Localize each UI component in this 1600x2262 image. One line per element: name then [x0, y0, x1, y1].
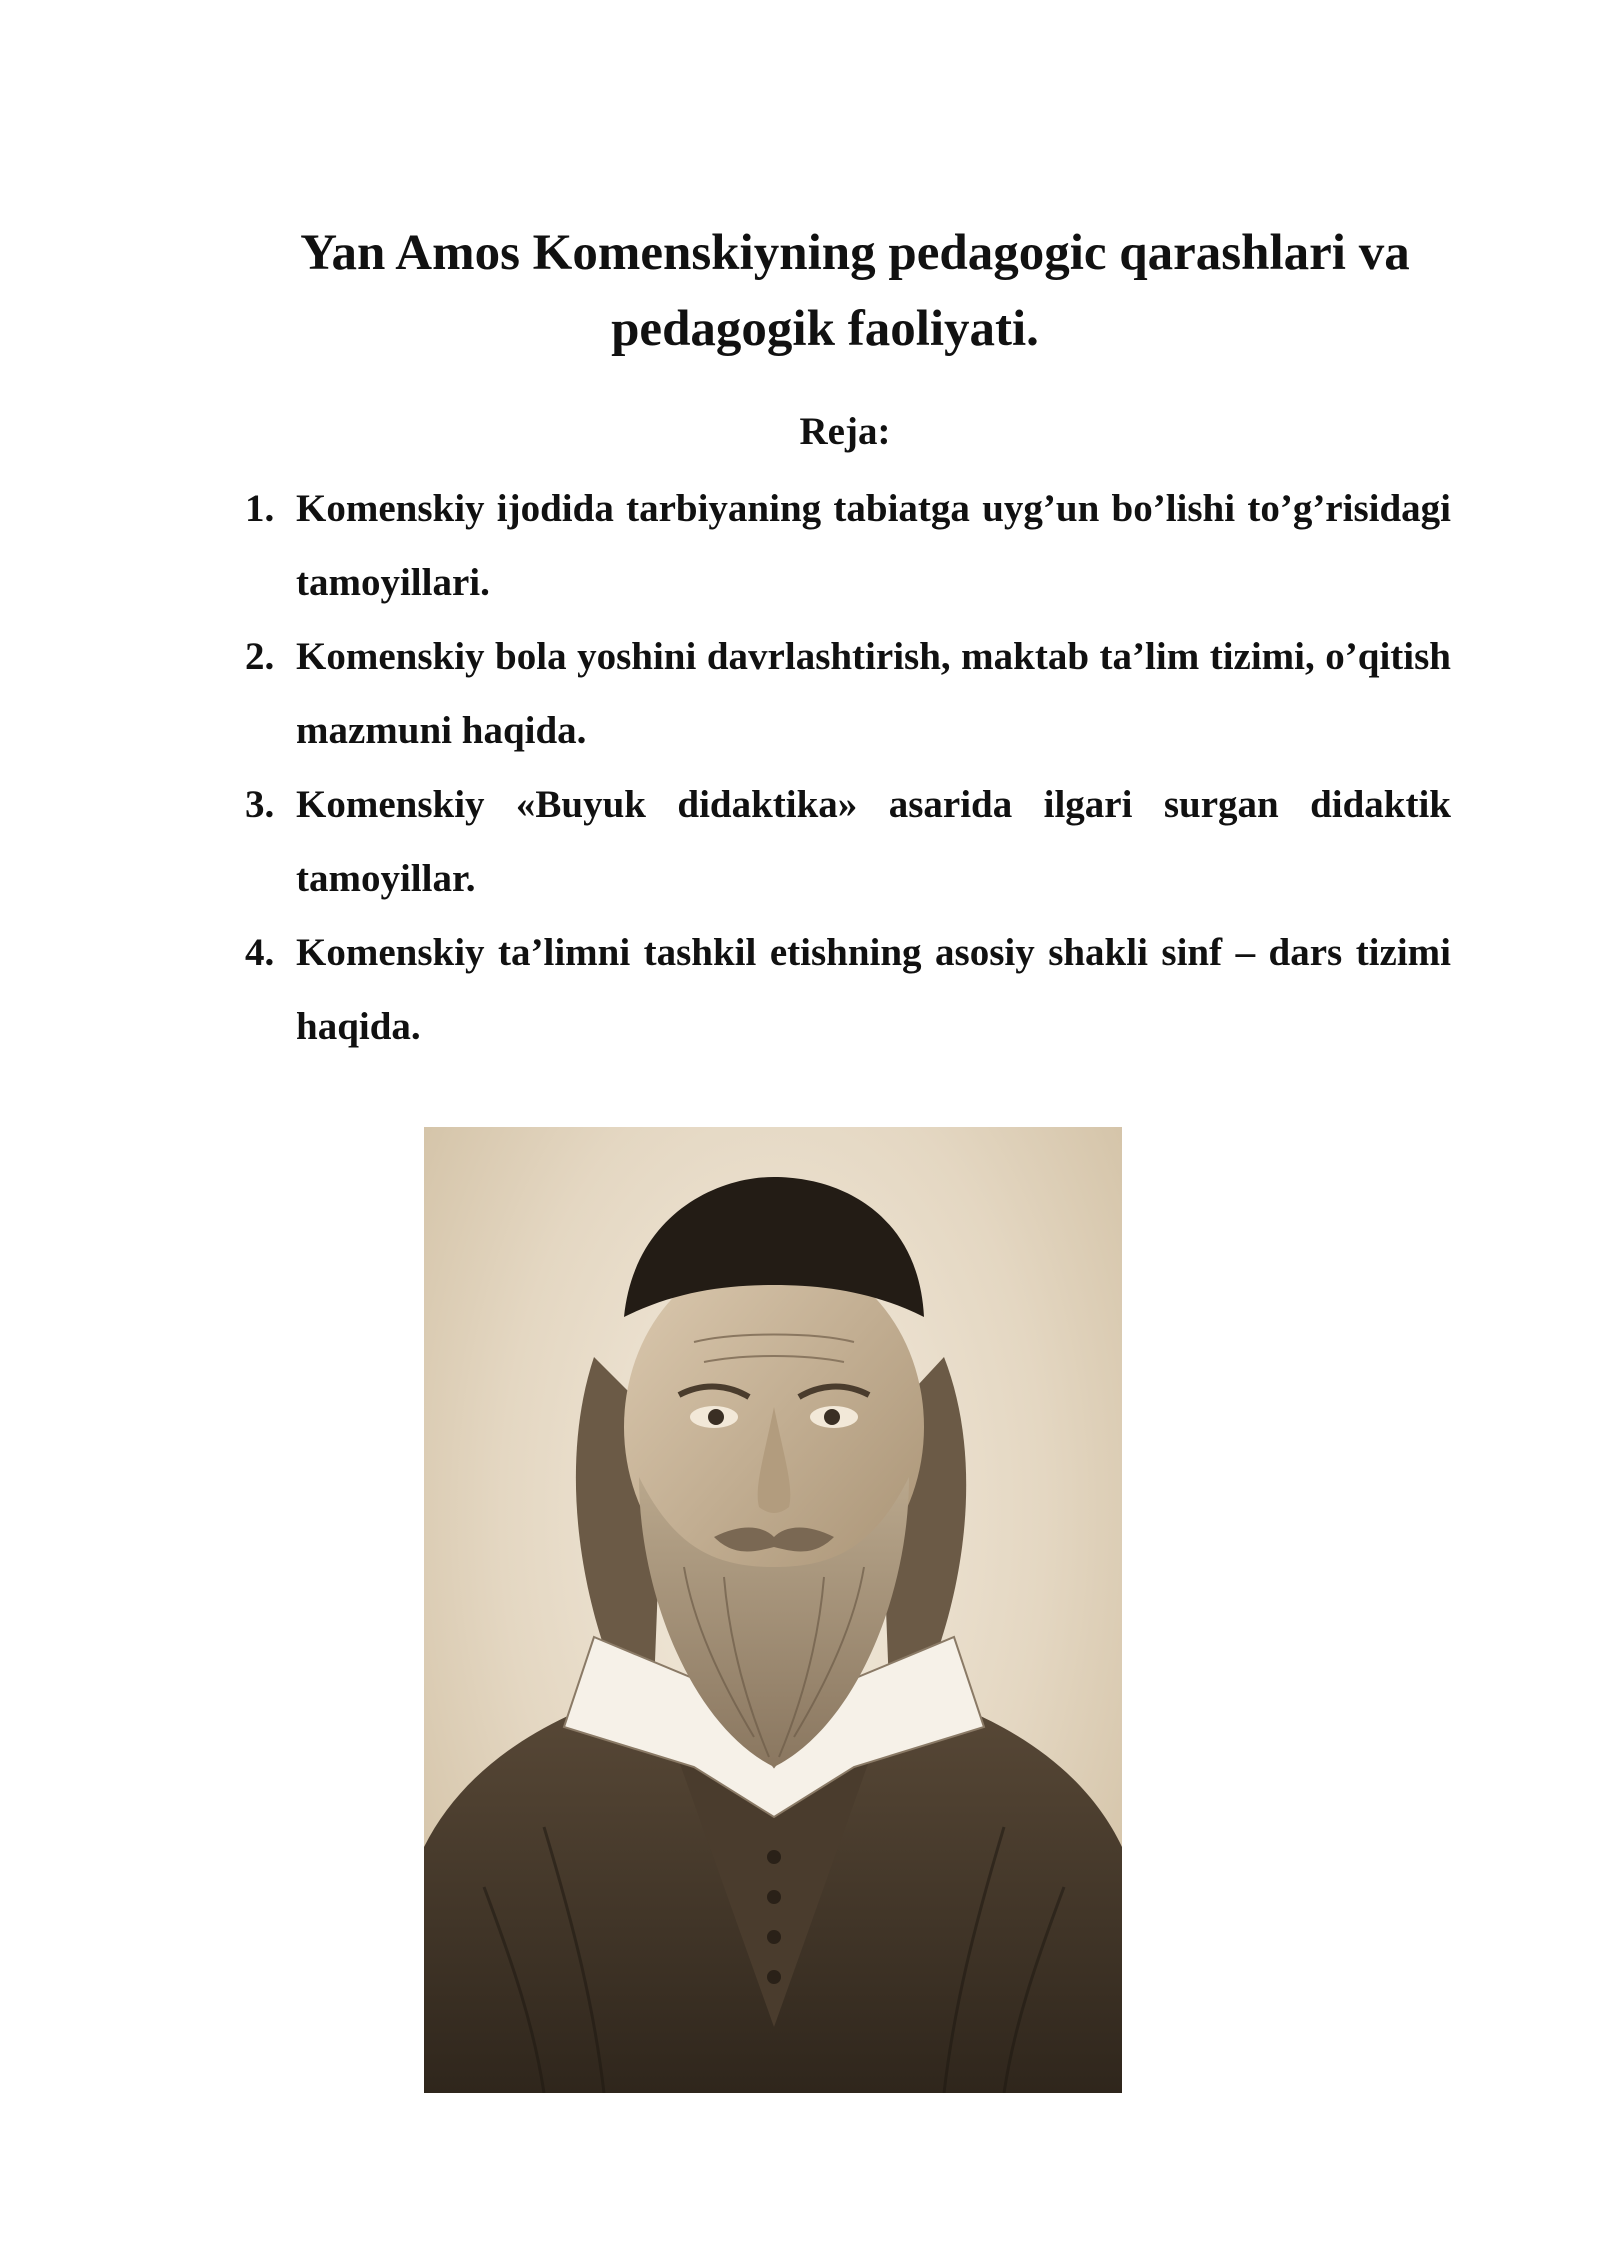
title-line-2: pedagogik faoliyati. [611, 301, 1039, 357]
plan-item-text: Komenskiy bola yoshini davrlashtirish, maktab ta’lim tizimi, o’qitish mazmuni haqida. [296, 635, 1451, 752]
plan-item [245, 768, 1451, 916]
plan-item-text: Komenskiy ijodida tarbiyaning tabiatga uyg’un bo’lishi to’g’risidagi tamoyillari. [296, 487, 1451, 604]
plan-item-number: 4. [245, 931, 275, 974]
plan-heading: Reja: [799, 410, 891, 453]
plan-item [245, 620, 1451, 768]
portrait-image [424, 1127, 1122, 2093]
title-line-1: Yan Amos Komenskiyning pedagogic qarashlari va [300, 225, 1410, 281]
plan-item [245, 472, 1451, 620]
plan-item [245, 916, 1451, 1064]
plan-item-number: 1. [245, 487, 275, 530]
plan-list [245, 472, 1451, 1064]
document-title [240, 215, 1470, 367]
plan-item-number: 2. [245, 635, 275, 678]
engraved-portrait-icon [424, 1127, 1122, 2093]
plan-item-number: 3. [245, 783, 275, 826]
plan-item-text: Komenskiy ta’limni tashkil etishning asosiy shakli sinf – dars tizimi haqida. [296, 931, 1451, 1048]
plan-item-text: Komenskiy «Buyuk didaktika» asarida ilgari surgan didaktik tamoyillar. [296, 783, 1451, 900]
